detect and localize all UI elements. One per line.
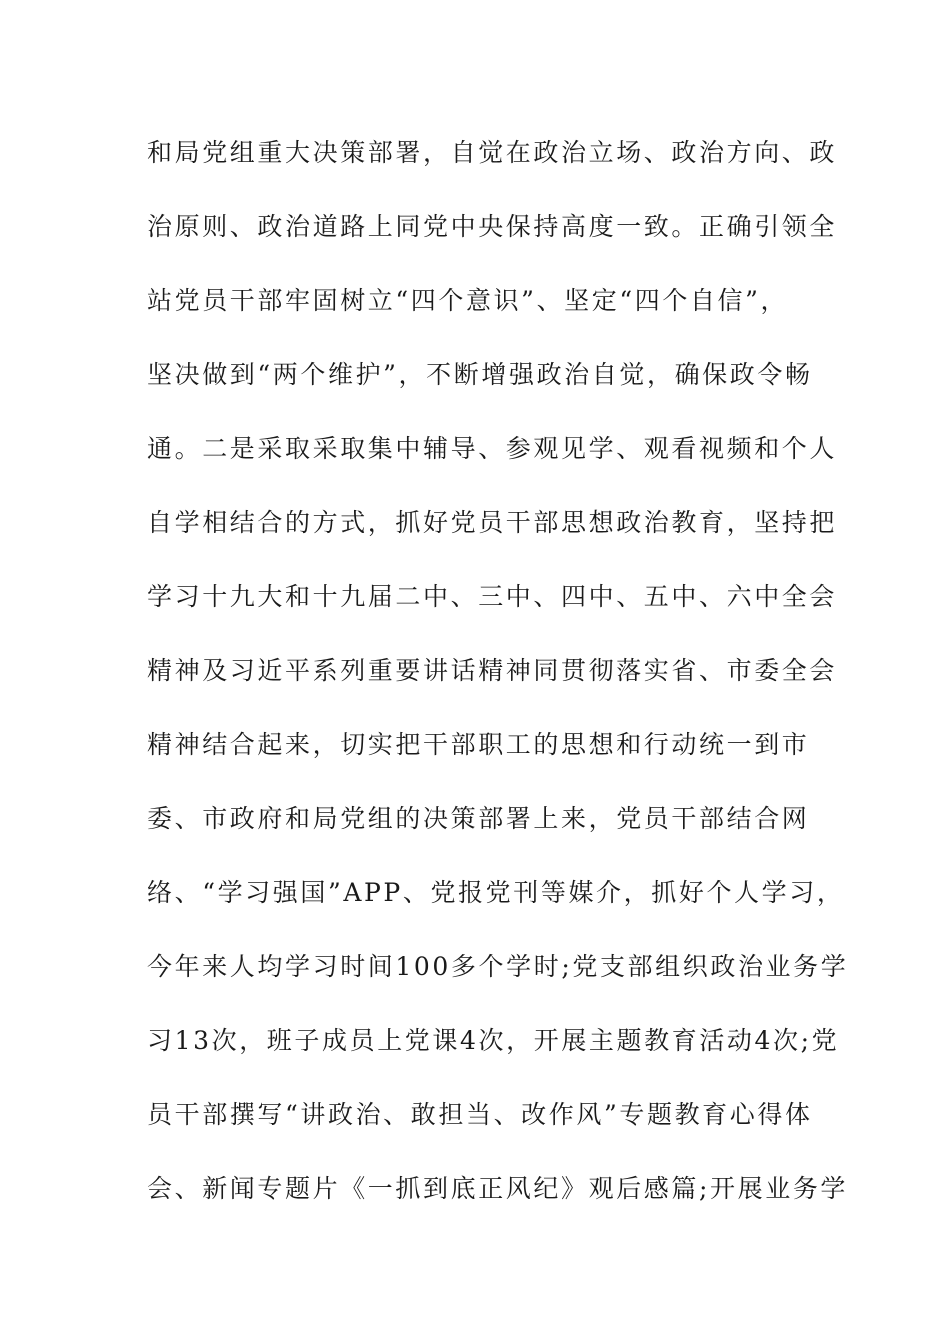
body-text <box>147 128 849 1238</box>
text-line: 学习十九大和十九届二中、三中、四中、五中、六中全会 <box>147 582 838 611</box>
text-line: 习13次，班子成员上党课4次，开展主题教育活动4次;党 <box>147 1026 840 1055</box>
text-line: 精神及习近平系列重要讲话精神同贯彻落实省、市委全会 <box>147 656 838 685</box>
text-line: 治原则、政治道路上同党中央保持高度一致。正确引领全 <box>147 212 838 241</box>
text-line: 和局党组重大决策部署，自觉在政治立场、政治方向、政 <box>147 138 838 167</box>
text-line: 通。二是采取采取集中辅导、参观见学、观看视频和个人 <box>147 434 838 463</box>
text-line: 自学相结合的方式，抓好党员干部思想政治教育，坚持把 <box>147 508 838 537</box>
text-line: 精神结合起来，切实把干部职工的思想和行动统一到市 <box>147 730 810 759</box>
text-line: 会、新闻专题片《一抓到底正风纪》观后感篇;开展业务学 <box>147 1174 849 1203</box>
text-line: 站党员干部牢固树立“四个意识”、坚定“四个自信”， <box>147 286 789 315</box>
text-line: 络、“学习强国”APP、党报党刊等媒介，抓好个人学习， <box>147 878 845 907</box>
text-line: 员干部撰写“讲政治、敢担当、改作风”专题教育心得体 <box>147 1100 813 1129</box>
text-line: 坚决做到“两个维护”，不断增强政治自觉，确保政令畅 <box>147 360 813 389</box>
text-line: 委、市政府和局党组的决策部署上来，党员干部结合网 <box>147 804 810 833</box>
text-line: 今年来人均学习时间100多个学时;党支部组织政治业务学 <box>147 952 849 981</box>
